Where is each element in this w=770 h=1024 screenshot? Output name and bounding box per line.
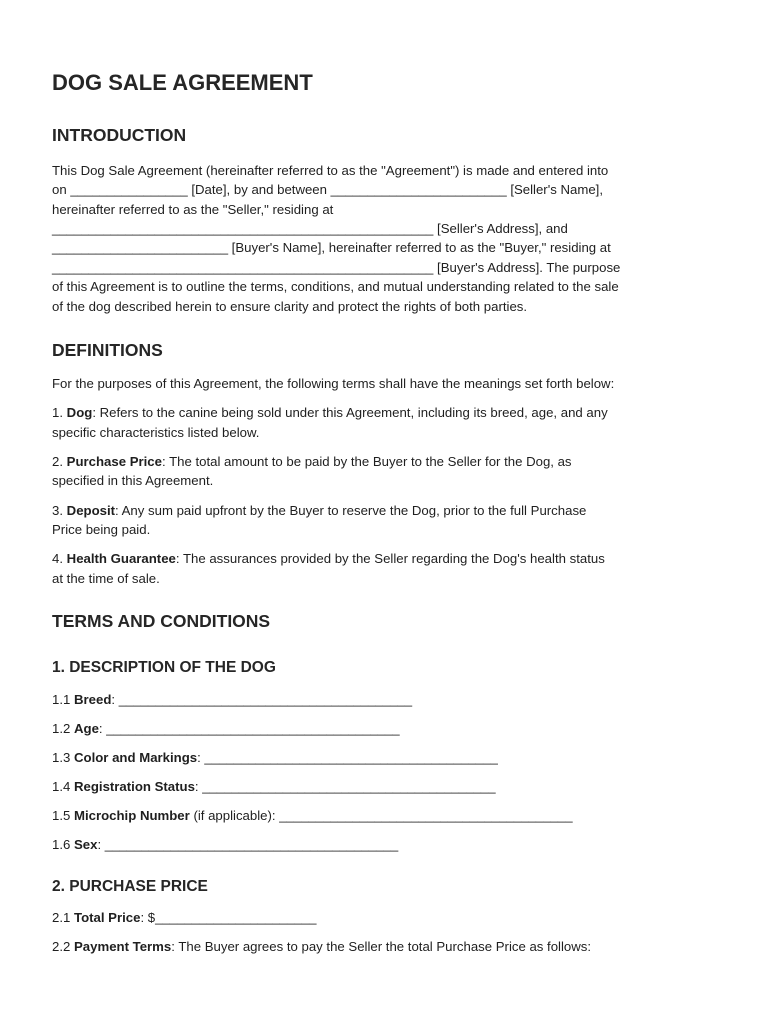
definition-item [52,403,608,423]
intro-line: ________________________ [Buyer's Name], hereinafter referred to as the "Buyer," residing at [52,240,611,255]
purchase-price-field [52,908,316,928]
field-number: 1.3 [52,750,74,765]
definition-item [52,549,605,569]
field-number: 1.4 [52,779,74,794]
field-number: 1.5 [52,808,74,823]
definition-number: 2. [52,454,67,469]
document-title: DOG SALE AGREEMENT [52,70,313,95]
definition-text-continued: at the time of sale. [52,571,160,586]
field-number: 1.6 [52,837,74,852]
intro-line: hereinafter referred to as the "Seller," residing at [52,202,334,217]
field-blank: : $______________________ [140,910,317,925]
field-number: 1.1 [52,692,74,707]
description-field [52,806,573,826]
definitions-heading: DEFINITIONS [52,340,163,360]
field-label: Microchip Number [74,808,190,823]
definition-text: : Refers to the canine being sold under this Agreement, including its breed, age, and any [92,405,608,420]
field-number: 1.2 [52,721,74,736]
definition-item [52,452,572,472]
definition-item [52,501,586,521]
intro-line: of the dog described herein to ensure clarity and protect the rights of both parties. [52,299,528,314]
introduction-heading: INTRODUCTION [52,125,187,145]
terms-heading: TERMS AND CONDITIONS [52,611,271,631]
field-label: Color and Markings [74,750,198,765]
field-blank: (if applicable): ________________________________________ [189,808,573,823]
definition-number: 4. [52,551,67,566]
definition-term: Health Guarantee [66,551,176,566]
purchase-price-field [52,937,591,957]
field-blank: : ________________________________________ [98,721,400,736]
field-blank: : ________________________________________ [111,692,413,707]
field-label: Total Price [74,910,141,925]
field-number: 2.2 [52,939,74,954]
field-label: Payment Terms [74,939,172,954]
field-label: Sex [74,837,98,852]
field-label: Registration Status [74,779,195,794]
description-field [52,719,400,739]
purchase-price-heading: 2. PURCHASE PRICE [52,878,208,895]
intro-line: ____________________________________________________ [Buyer's Address]. The purpose [52,260,621,275]
field-label: Breed [74,692,112,707]
definition-number: 3. [52,503,67,518]
definitions-intro: For the purposes of this Agreement, the following terms shall have the meanings set forth below: [52,376,615,391]
definition-number: 1. [52,405,67,420]
definition-text: : Any sum paid upfront by the Buyer to reserve the Dog, prior to the full Purchase [115,503,587,518]
definition-text: : The assurances provided by the Seller regarding the Dog's health status [175,551,605,566]
definition-term: Deposit [66,503,116,518]
field-blank: : ________________________________________ [194,779,496,794]
intro-line: on ________________ [Date], by and between ________________________ [Seller's Name], [52,182,603,197]
intro-line: This Dog Sale Agreement (hereinafter referred to as the "Agreement") is made and entered into [52,163,609,178]
field-text: : The Buyer agrees to pay the Seller the total Purchase Price as follows: [171,939,592,954]
definition-text-continued: specific characteristics listed below. [52,425,260,440]
definition-text-continued: specified in this Agreement. [52,473,214,488]
description-field [52,690,412,710]
field-blank: : ________________________________________ [97,837,399,852]
intro-line: of this Agreement is to outline the terms, conditions, and mutual understanding related to the sale [52,279,619,294]
description-field [52,748,498,768]
definition-text: : The total amount to be paid by the Buyer to the Seller for the Dog, as [161,454,572,469]
description-heading: 1. DESCRIPTION OF THE DOG [52,659,276,676]
field-blank: : ________________________________________ [197,750,498,765]
field-number: 2.1 [52,910,74,925]
definition-term: Dog [66,405,93,420]
field-label: Age [74,721,99,736]
description-field [52,777,496,797]
description-field [52,835,398,855]
definition-text-continued: Price being paid. [52,522,151,537]
definition-term: Purchase Price [66,454,162,469]
intro-line: ____________________________________________________ [Seller's Address], and [52,221,568,236]
